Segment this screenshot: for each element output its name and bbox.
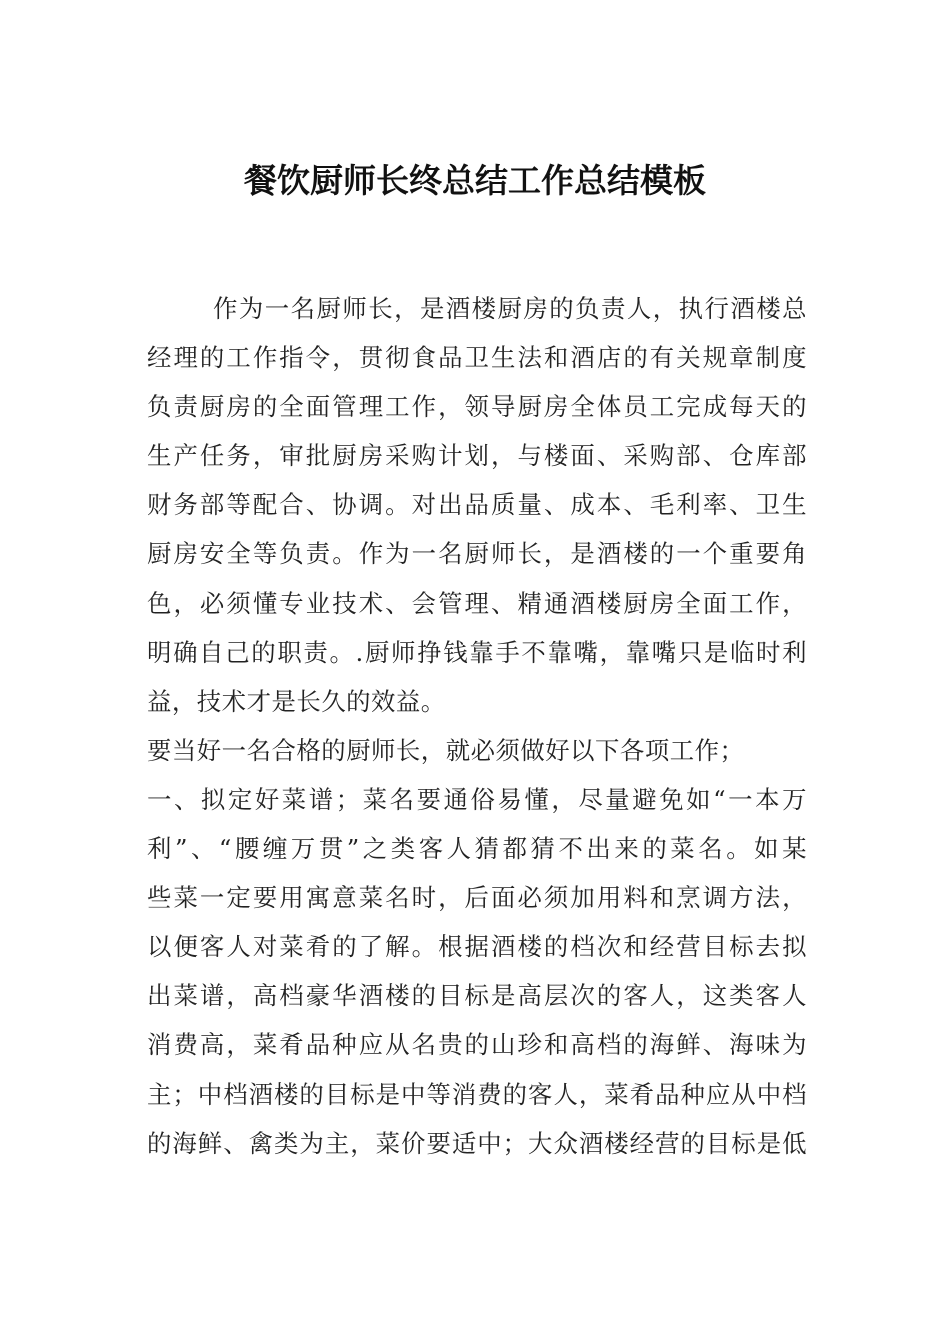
body-line: 财务部等配合、协调。对出品质量、成本、毛利率、卫生 (147, 490, 807, 520)
body-line: 些菜一定要用寓意菜名时，后面必须加用料和烹调方法， (147, 883, 807, 913)
body-line: 负责厨房的全面管理工作，领导厨房全体员工完成每天的 (147, 392, 807, 422)
body-line: 的海鲜、禽类为主，菜价要适中；大众酒楼经营的目标是低 (147, 1128, 807, 1158)
body-line: 作为一名厨师长，是酒楼厨房的负责人，执行酒楼总 (213, 294, 807, 323)
body-line: 利”、“腰缠万贯”之类客人猜都猜不出来的菜名。如某 (147, 834, 807, 864)
body-line: 消费高，菜肴品种应从名贵的山珍和高档的海鲜、海味为 (147, 1030, 807, 1060)
body-line: 经理的工作指令，贯彻食品卫生法和酒店的有关规章制度 (147, 343, 807, 373)
body-line: 益，技术才是长久的效益。 (147, 686, 446, 716)
body-line: 色，必须懂专业技术、会管理、精通酒楼厨房全面工作， (147, 588, 807, 618)
body-line: 出菜谱，高档豪华酒楼的目标是高层次的客人，这类客人 (147, 981, 807, 1011)
body-line: 厨房安全等负责。作为一名厨师长，是酒楼的一个重要角 (147, 539, 807, 569)
body-line: 一、拟定好菜谱；菜名要通俗易懂，尽量避免如“一本万 (147, 784, 807, 814)
body-line: 生产任务，审批厨房采购计划，与楼面、采购部、仓库部 (147, 441, 807, 471)
body-line: 主；中档酒楼的目标是中等消费的客人，菜肴品种应从中档 (147, 1079, 807, 1109)
document-title: 餐饮厨师长终总结工作总结模板 (244, 161, 706, 200)
body-line: 要当好一名合格的厨师长，就必须做好以下各项工作； (147, 735, 745, 765)
body-line: 以便客人对菜肴的了解。根据酒楼的档次和经营目标去拟 (147, 932, 807, 962)
body-line: 明确自己的职责。.厨师挣钱靠手不靠嘴，靠嘴只是临时利 (147, 637, 807, 667)
document-body (147, 284, 807, 1168)
